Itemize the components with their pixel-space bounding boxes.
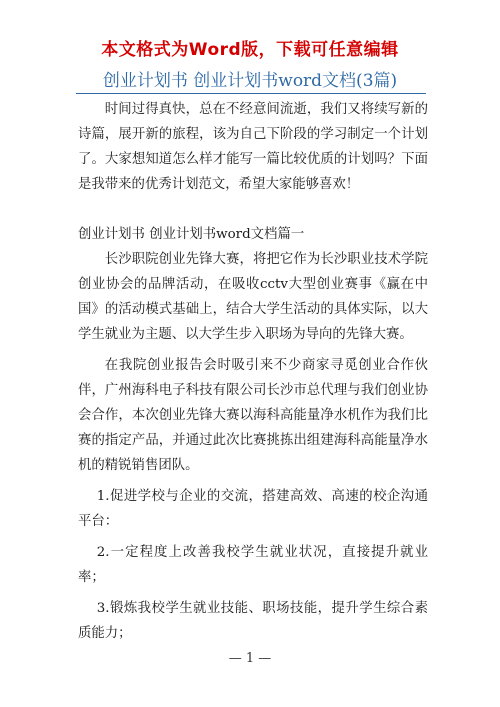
document-title: 创业计划书 创业计划书word文档(3篇) (102, 71, 398, 91)
list-item: 3.锻炼我校学生就业技能、职场技能，提升学生综合素质能力； (78, 601, 428, 641)
list-item: 2.一定程度上改善我校学生就业状况，直接提升就业率； (78, 545, 428, 585)
body-paragraph: 长沙职院创业先锋大赛，将把它作为长沙职业技术学院创业协会的品牌活动，在吸收cctv大型创业赛事《赢在中国》的活动模式基础上，结合大学生活动的具体实际，以大学生就业为主题、以大学生步入职场为导向的先锋大赛。 (78, 252, 428, 342)
page-number: — 1 — (228, 651, 272, 666)
document-body (78, 97, 428, 646)
section-heading: 创业计划书 创业计划书word文档篇一 (78, 227, 305, 242)
list-item: 1.促进学校与企业的交流，搭建高效、高速的校企沟通平台： (78, 489, 428, 529)
title-divider (76, 93, 426, 94)
body-paragraph: 在我院创业报告会时吸引来不少商家寻觅创业合作伙伴，广州海科电子科技有限公司长沙市总代理与我们创业协会合作，本次创业先锋大赛以海科高能量净水机作为我们比赛的指定产品，并通过此次比赛挑拣出组建海科高能量净水机的精锐销售团队。 (78, 358, 428, 473)
download-banner: 本文格式为Word版，下载可任意编辑 (101, 40, 399, 60)
intro-paragraph: 时间过得真快，总在不经意间流逝，我们又将续写新的诗篇，展开新的旅程，该为自己下阶段的学习制定一个计划了。大家想知道怎么样才能写一篇比较优质的计划吗？下面是我带来的优秀计划范文，希望大家能够喜欢！ (78, 102, 428, 192)
